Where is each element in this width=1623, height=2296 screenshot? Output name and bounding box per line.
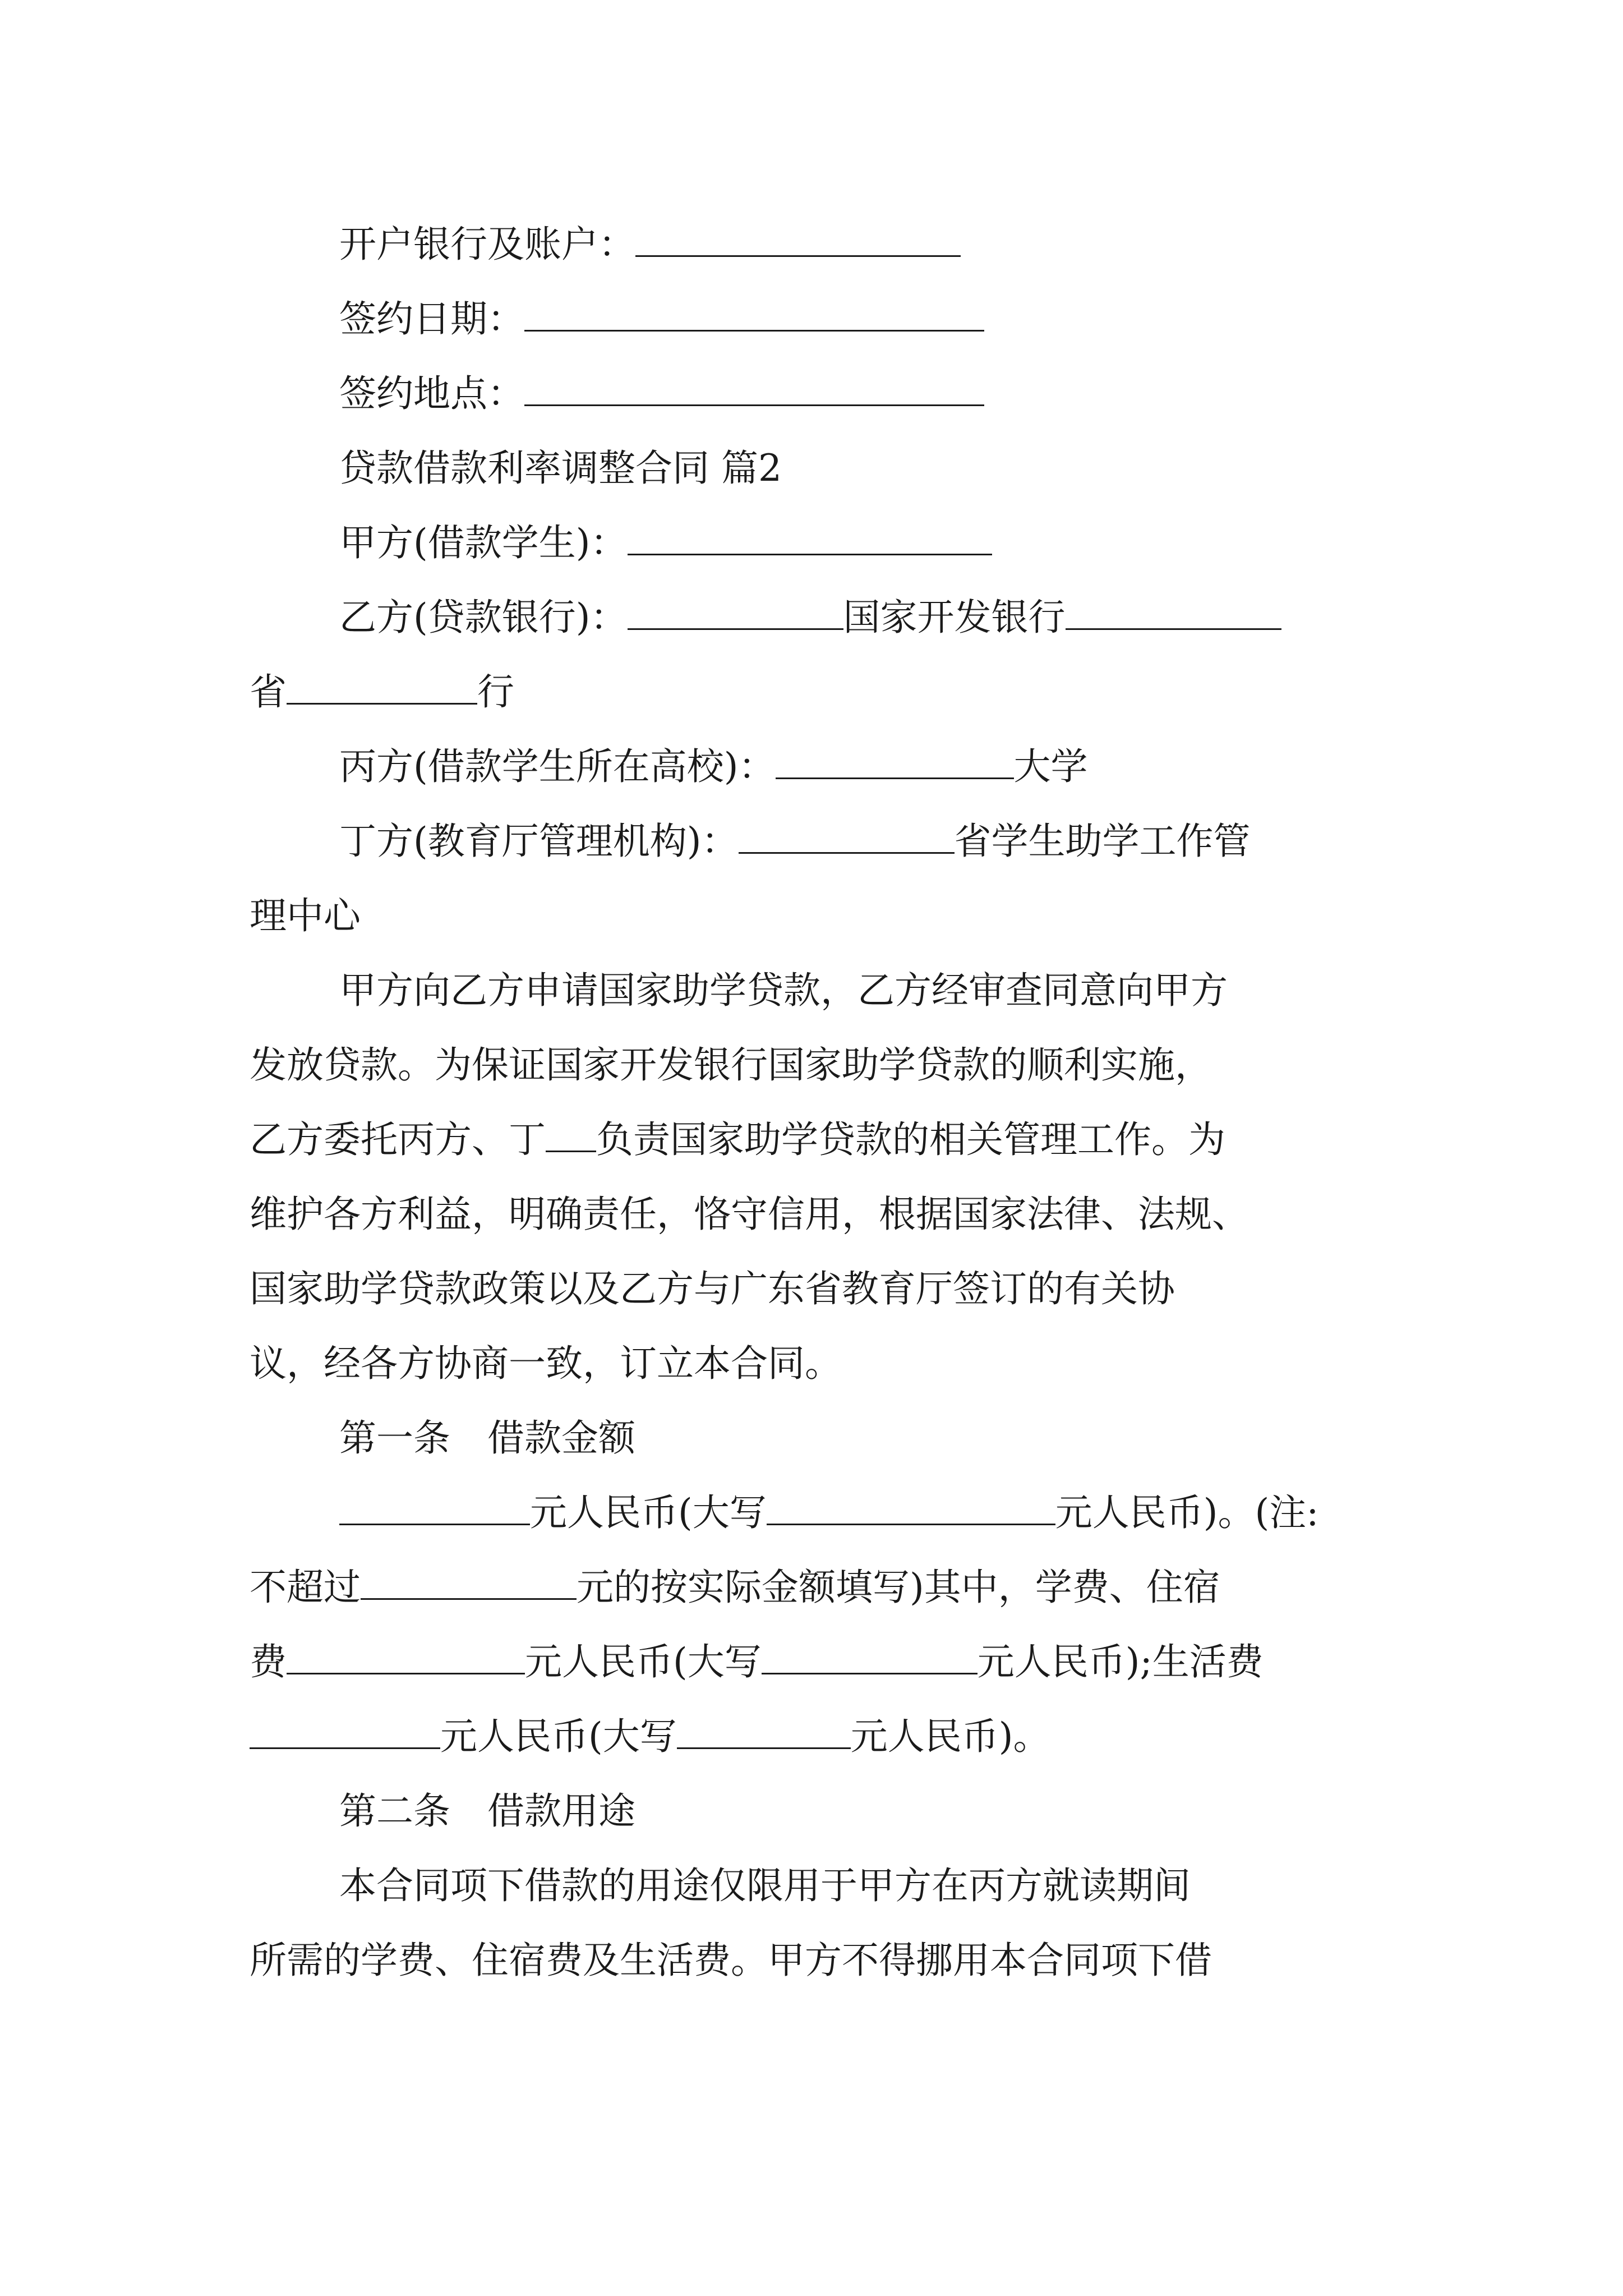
sign-date-blank[interactable] (524, 295, 984, 332)
fee-blank[interactable] (287, 1638, 525, 1674)
intro-line-6: 议，经各方协商一致，订立本合同。 (250, 1342, 842, 1385)
intro-3-part-b: 负责国家助学贷款的相关管理工作。为 (596, 1118, 1225, 1161)
party-b-branch: 行 (477, 670, 514, 714)
party-b-label: 乙方(贷款银行)： (339, 596, 628, 639)
party-a-label: 甲方(借款学生)： (339, 521, 628, 564)
party-c-blank[interactable] (776, 743, 1014, 779)
limit-text: 元的按实际金额填写)其中，学费、住宿 (577, 1566, 1220, 1609)
sign-place-label: 签约地点： (339, 372, 524, 415)
party-b-blank-2[interactable] (1066, 593, 1281, 630)
party-d-label: 丁方(教育厅管理机构)： (339, 820, 739, 863)
article-2-line-2: 所需的学费、住宿费及生活费。甲方不得挪用本合同项下借 (250, 1939, 1212, 1982)
living-caps-label: 元人民币(大写 (440, 1715, 677, 1758)
intro-line-3 (250, 1115, 1225, 1165)
party-c-label: 丙方(借款学生所在高校)： (339, 745, 776, 788)
living-caps-blank[interactable] (677, 1713, 851, 1749)
intro-3-blank[interactable] (546, 1116, 596, 1152)
article-1-line-4 (250, 1712, 1050, 1761)
article-1-line-2 (250, 1563, 1220, 1612)
fee-caps-label: 元人民币(大写 (525, 1640, 762, 1683)
article-1-title: 第一条 借款金额 (339, 1416, 635, 1460)
article-1-line-3 (250, 1637, 1264, 1687)
sign-place-blank[interactable] (524, 370, 984, 406)
sign-date-label: 签约日期： (339, 297, 524, 341)
party-b-bank: 国家开发银行 (843, 596, 1066, 639)
party-c-line (339, 742, 1088, 792)
party-a-line (339, 518, 992, 568)
amount-blank[interactable] (339, 1489, 530, 1525)
living-fee-label: 元人民币);生活费 (977, 1640, 1264, 1683)
article-1-line-1 (339, 1488, 1318, 1538)
fee-label: 费 (250, 1640, 287, 1683)
bank-account-line (339, 220, 961, 269)
article-2-title: 第二条 借款用途 (339, 1789, 635, 1833)
living-fee-blank[interactable] (250, 1713, 440, 1749)
party-b-blank-1[interactable] (628, 593, 843, 630)
fee-caps-blank[interactable] (762, 1638, 978, 1674)
limit-label: 不超过 (250, 1566, 361, 1609)
intro-line-4: 维护各方利益，明确责任，恪守信用，根据国家法律、法规、 (250, 1193, 1249, 1236)
party-b-branch-blank[interactable] (287, 668, 477, 705)
party-d-center: 省学生助学工作管 (954, 820, 1251, 863)
limit-blank[interactable] (361, 1563, 577, 1600)
living-caps-end: 元人民币)。 (850, 1715, 1050, 1758)
article-2-line-1: 本合同项下借款的用途仅限用于甲方在丙方就读期间 (339, 1864, 1191, 1907)
intro-line-5: 国家助学贷款政策以及乙方与广东省教育厅签订的有关协 (250, 1267, 1175, 1310)
party-d-blank[interactable] (739, 817, 955, 854)
party-b-line (339, 593, 1281, 642)
section-title: 贷款借款利率调整合同 篇2 (339, 447, 782, 490)
party-d-line-cont: 理中心 (250, 894, 361, 937)
party-b-line-cont (250, 668, 514, 717)
intro-line-1: 甲方向乙方申请国家助学贷款，乙方经审查同意向甲方 (339, 969, 1228, 1012)
sign-place-line (339, 369, 984, 418)
party-a-blank[interactable] (628, 519, 992, 555)
party-c-university: 大学 (1013, 745, 1088, 788)
party-d-line (339, 817, 1251, 866)
bank-account-blank[interactable] (635, 220, 961, 257)
amount-caps-blank[interactable] (767, 1489, 1055, 1525)
intro-line-2: 发放贷款。为保证国家开发银行国家助学贷款的顺利实施， (250, 1043, 1212, 1087)
party-b-province: 省 (250, 670, 287, 714)
amount-note: 元人民币)。(注: (1055, 1491, 1319, 1534)
amount-caps-label: 元人民币(大写 (530, 1491, 767, 1534)
bank-account-label: 开户银行及账户： (339, 223, 635, 266)
intro-3-part-a: 乙方委托丙方、丁 (250, 1118, 546, 1161)
sign-date-line (339, 295, 984, 344)
